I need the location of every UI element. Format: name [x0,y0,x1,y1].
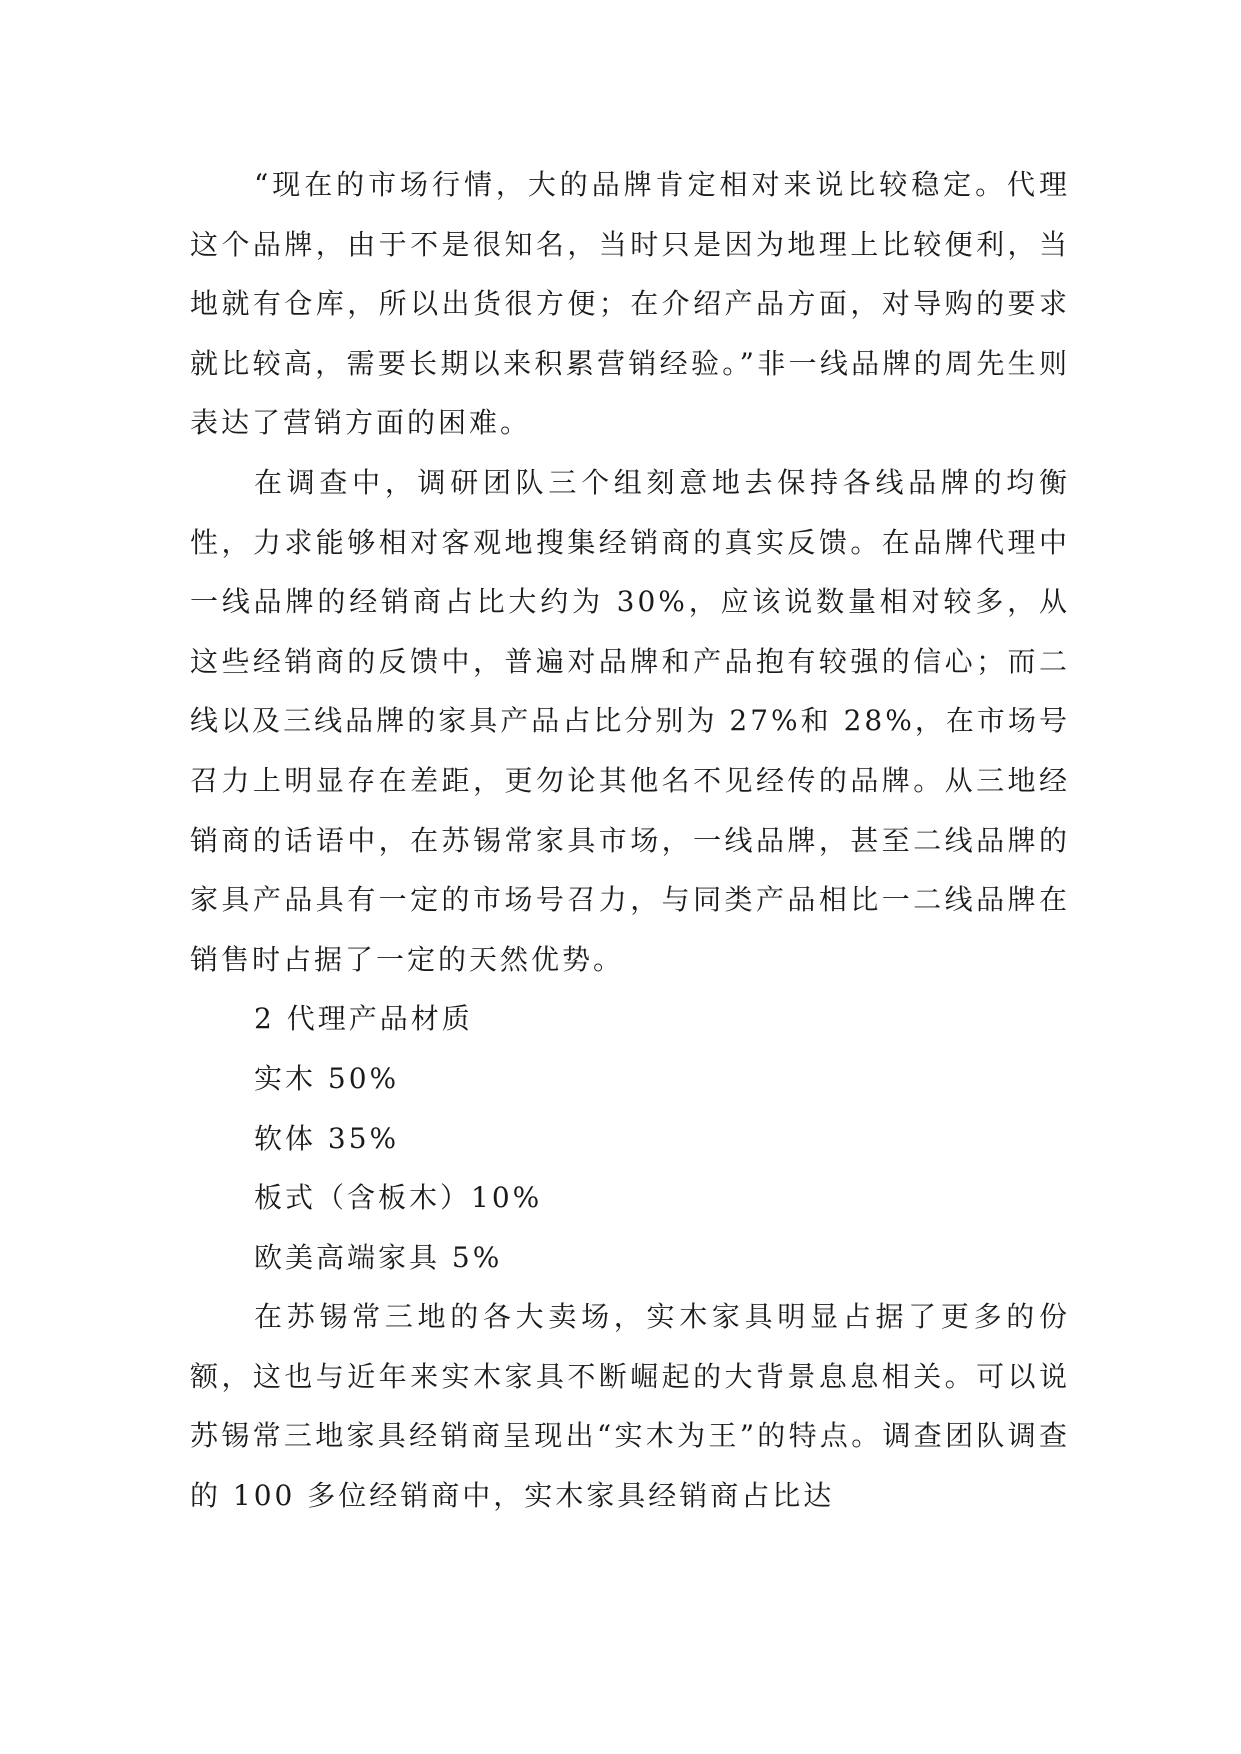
document-body [190,155,1070,1526]
closing-paragraph: 在苏锡常三地的各大卖场，实木家具明显占据了更多的份额，这也与近年来实木家具不断崛起的大背景息息相关。可以说苏锡常三地家具经销商呈现出“实木为王”的特点。调查团队调查的 100 多位经销商中，实木家具经销商占比达 [190,1300,1070,1513]
material-item-solid-wood: 实木 50% [254,1061,400,1095]
section-heading: 2 代理产品材质 [254,1002,473,1036]
material-item-euro-american: 欧美高端家具 5% [254,1240,503,1274]
quote-paragraph: “现在的市场行情，大的品牌肯定相对来说比较稳定。代理这个品牌，由于不是很知名，当时只是因为地理上比较便利，当地就有仓库，所以出货很方便；在介绍产品方面，对导购的要求就比较高，需要长期以来积累营销经验。”非一线品牌的周先生则表达了营销方面的困难。 [190,168,1070,440]
material-item-upholstered: 软体 35% [254,1121,400,1155]
material-item-panel: 板式（含板木）10% [254,1181,543,1215]
survey-paragraph: 在调查中，调研团队三个组刻意地去保持各线品牌的均衡性，力求能够相对客观地搜集经销商的真实反馈。在品牌代理中一线品牌的经销商占比大约为 30%，应该说数量相对较多，从这些经销商的反馈中，普遍对品牌和产品抱有较强的信心；而二线以及三线品牌的家具产品占比分别为 27%和 28%，在市场号召力上明显存在差距，更勿论其他名不见经传的品牌。从三地经销商的话语中，在苏锡常家具市场，一线品牌，甚至二线品牌的家具产品具有一定的市场号召力，与同类产品相比一二线品牌在销售时占据了一定的天然优势。 [190,465,1070,976]
